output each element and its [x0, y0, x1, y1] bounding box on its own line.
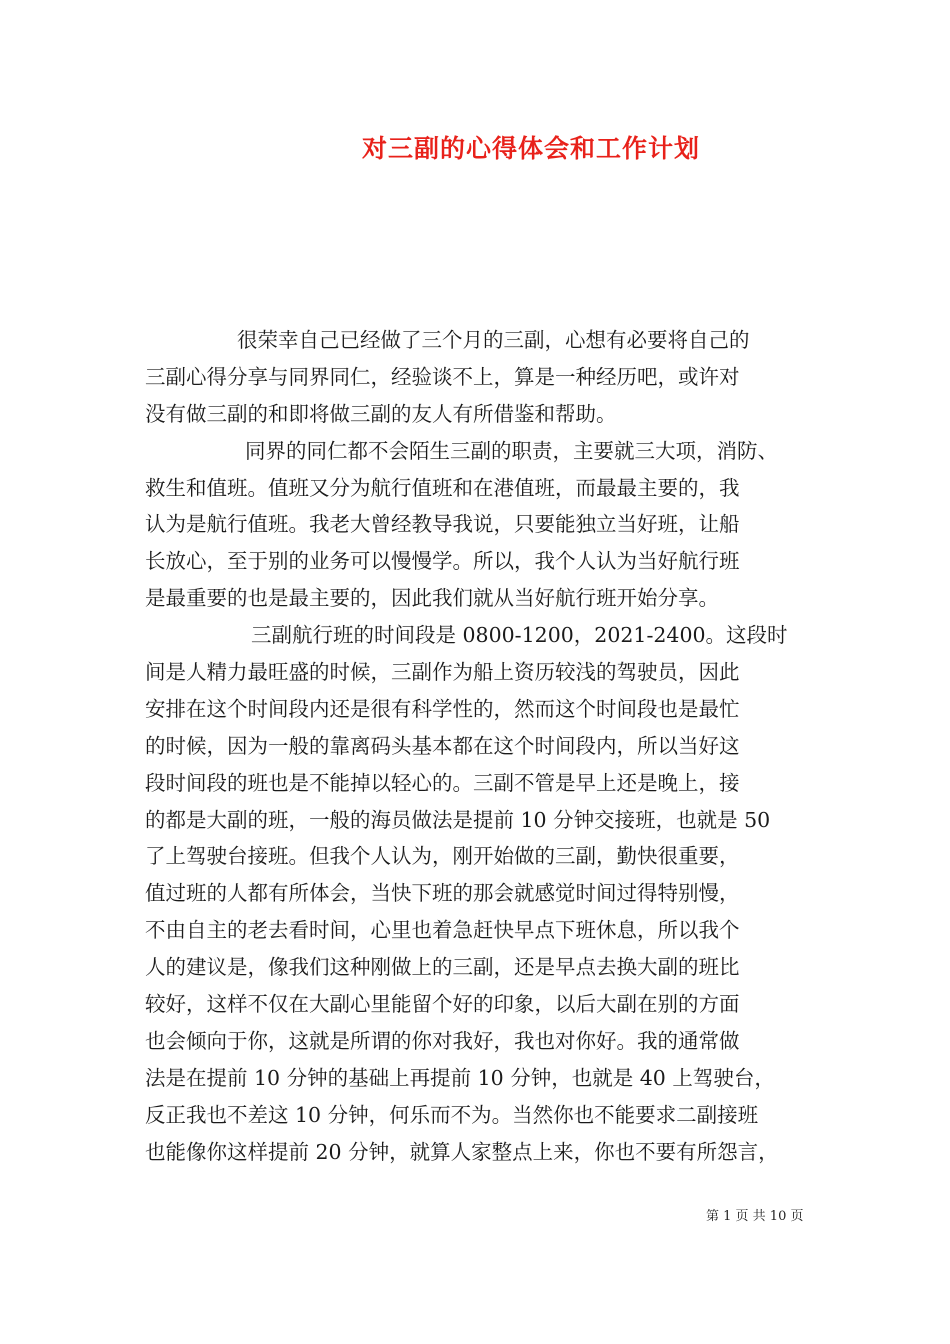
document-title: 对三副的心得体会和工作计划	[361, 134, 700, 163]
text-line: 人的建议是，像我们这种刚做上的三副，还是早点去换大副的班比	[145, 955, 740, 980]
text-line: 也会倾向于你，这就是所谓的你对我好，我也对你好。我的通常做	[145, 1028, 740, 1053]
text-line: 段时间段的班也是不能掉以轻心的。三副不管是早上还是晚上，接	[145, 770, 740, 795]
text-line: 三副航行班的时间段是 0800-1200，2021-2400。这段时	[251, 623, 788, 648]
paragraph	[145, 433, 817, 617]
text-line: 同界的同仁都不会陌生三副的职责，主要就三大项，消防、	[245, 438, 778, 463]
text-line: 的时候，因为一般的靠离码头基本都在这个时间段内，所以当好这	[145, 733, 740, 758]
text-line: 安排在这个时间段内还是很有科学性的，然而这个时间段也是最忙	[145, 696, 740, 721]
text-line: 长放心，至于别的业务可以慢慢学。所以，我个人认为当好航行班	[145, 549, 740, 574]
text-line: 没有做三副的和即将做三副的友人有所借鉴和帮助。	[145, 401, 617, 426]
text-line: 了上驾驶台接班。但我个人认为，刚开始做的三副，勤快很重要，	[145, 844, 740, 869]
page-number: 第 1 页 共 10 页	[706, 1209, 804, 1224]
text-line: 间是人精力最旺盛的时候，三副作为船上资历较浅的驾驶员，因此	[145, 660, 740, 685]
text-line: 救生和值班。值班又分为航行值班和在港值班，而最最主要的，我	[145, 475, 740, 500]
paragraph	[145, 617, 817, 1170]
text-line: 的都是大副的班，一般的海员做法是提前 10 分钟交接班，也就是 50	[145, 807, 771, 832]
text-line: 也能像你这样提前 20 分钟，就算人家整点上来，你也不要有所怨言，	[145, 1139, 779, 1164]
text-line: 法是在提前 10 分钟的基础上再提前 10 分钟，也就是 40 上驾驶台，	[145, 1065, 775, 1090]
text-line: 很荣幸自己已经做了三个月的三副，心想有必要将自己的	[237, 328, 750, 352]
paragraph	[145, 322, 817, 433]
text-line: 值过班的人都有所体会，当快下班的那会就感觉时间过得特别慢，	[145, 881, 740, 906]
text-line: 是最重要的也是最主要的，因此我们就从当好航行班开始分享。	[145, 586, 719, 611]
text-line: 反正我也不差这 10 分钟，何乐而不为。当然你也不能要求二副接班	[145, 1102, 759, 1127]
text-line: 三副心得分享与同界同仁，经验谈不上，算是一种经历吧，或许对	[145, 364, 740, 389]
document-body	[145, 322, 817, 1170]
text-line: 较好，这样不仅在大副心里能留个好的印象，以后大副在别的方面	[145, 992, 740, 1017]
text-line: 不由自主的老去看时间，心里也着急赶快早点下班休息，所以我个	[145, 918, 740, 943]
text-line: 认为是航行值班。我老大曾经教导我说，只要能独立当好班，让船	[145, 512, 740, 537]
